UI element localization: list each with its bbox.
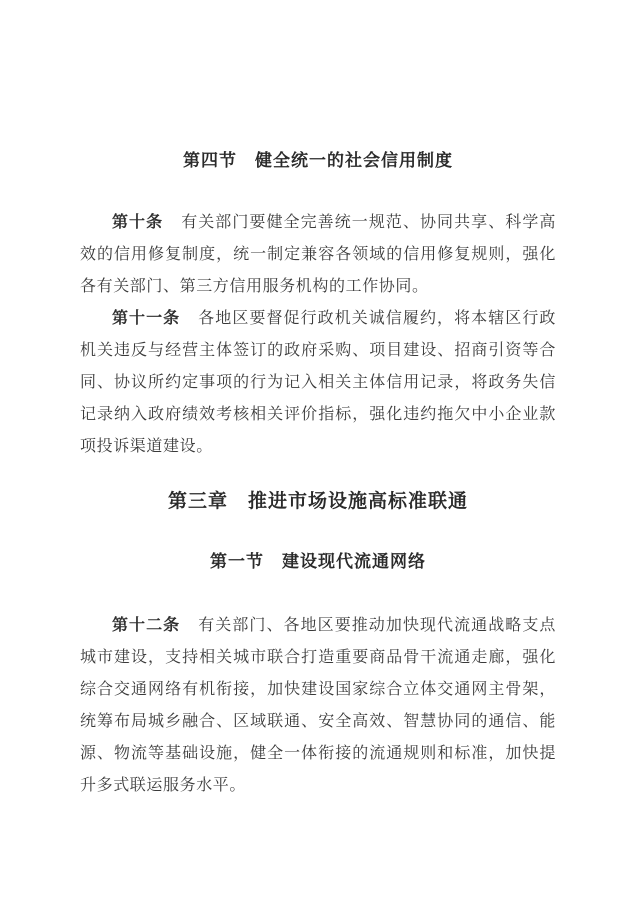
article-11-label: 第十一条 xyxy=(112,310,181,327)
article-10-paragraph xyxy=(80,207,556,303)
article-11-body: 各地区要督促行政机关诚信履约，将本辖区行政机关违反与经营主体签订的政府采购、项目建设、招商引资等合同、协议所约定事项的行为记入相关主体信用记录，将政务失信记录纳入政府绩效考核相关评价指标，强化违约拖欠中小企业款项投诉渠道建设。 xyxy=(80,310,556,455)
section-heading-1: 第一节 建设现代流通网络 xyxy=(210,552,426,571)
chapter-heading-3: 第三章 推进市场设施高标准联通 xyxy=(167,491,468,512)
article-12-body: 有关部门、各地区要推动加快现代流通战略支点城市建设，支持相关城市联合打造重要商品骨干流通走廊，强化综合交通网络有机衔接，加快建设国家综合立体交通网主骨架，统筹布局城乡融合、区域联通、安全高效、智慧协同的通信、能源、物流等基础设施，健全一体衔接的流通规则和标准，加快提升多式联运服务水平。 xyxy=(80,617,556,794)
article-11-paragraph xyxy=(80,303,556,463)
article-10-body: 有关部门要健全完善统一规范、协同共享、科学高效的信用修复制度，统一制定兼容各领域的信用修复规则，强化各有关部门、第三方信用服务机构的工作协同。 xyxy=(80,214,556,295)
article-10-label: 第十条 xyxy=(112,214,164,231)
section-heading-4: 第四节 健全统一的社会信用制度 xyxy=(183,151,453,170)
article-12-label: 第十二条 xyxy=(112,617,181,634)
article-12-paragraph xyxy=(80,610,556,802)
